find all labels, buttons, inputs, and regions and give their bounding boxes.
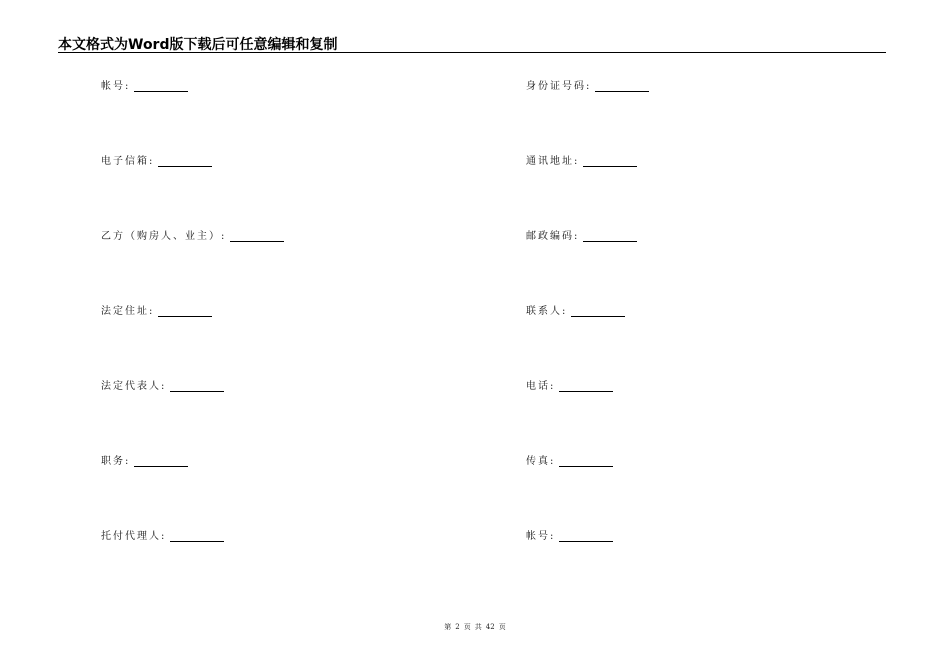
- fill-in-blank[interactable]: [595, 80, 649, 92]
- field-contact-person: [526, 303, 625, 317]
- fill-in-blank[interactable]: [583, 230, 637, 242]
- footer-mid2: 共: [474, 623, 482, 631]
- total-pages: 42: [485, 623, 495, 631]
- field-fax: [526, 453, 613, 467]
- field-label: 帐号:: [526, 531, 556, 542]
- field-label: 传真:: [526, 456, 556, 467]
- footer-prefix: 第: [444, 623, 452, 631]
- field-legal-representative: [101, 378, 224, 392]
- fill-in-blank[interactable]: [559, 455, 613, 467]
- fill-in-blank[interactable]: [158, 305, 212, 317]
- field-label: 通讯地址:: [526, 156, 580, 167]
- field-account-2: [526, 528, 613, 542]
- field-postal-code: [526, 228, 637, 242]
- fill-in-blank[interactable]: [230, 230, 284, 242]
- fill-in-blank[interactable]: [134, 80, 188, 92]
- field-label: 身份证号码:: [526, 81, 592, 92]
- fill-in-blank[interactable]: [134, 455, 188, 467]
- field-position: [101, 453, 188, 467]
- field-label: 电话:: [526, 381, 556, 392]
- fill-in-blank[interactable]: [559, 380, 613, 392]
- current-page: 2: [455, 623, 460, 631]
- field-legal-address: [101, 303, 212, 317]
- field-label: 帐号:: [101, 81, 131, 92]
- fill-in-blank[interactable]: [571, 305, 625, 317]
- fill-in-blank[interactable]: [583, 155, 637, 167]
- fill-in-blank[interactable]: [559, 530, 613, 542]
- fill-in-blank[interactable]: [170, 380, 224, 392]
- field-label: 乙方（购房人、业主）:: [101, 231, 227, 242]
- page-header-title: 本文格式为Word版下载后可任意编辑和复制: [58, 37, 338, 53]
- field-id-number: [526, 78, 649, 92]
- field-label: 联系人:: [526, 306, 568, 317]
- field-party-b: [101, 228, 284, 242]
- page-number-footer: [0, 622, 950, 632]
- field-label: 邮政编码:: [526, 231, 580, 242]
- field-label: 职务:: [101, 456, 131, 467]
- field-entrusted-agent: [101, 528, 224, 542]
- field-label: 电子信箱:: [101, 156, 155, 167]
- footer-mid1: 页: [463, 623, 471, 631]
- field-label: 法定代表人:: [101, 381, 167, 392]
- field-label: 法定住址:: [101, 306, 155, 317]
- field-mailing-address: [526, 153, 637, 167]
- field-account: [101, 78, 188, 92]
- field-phone: [526, 378, 613, 392]
- fill-in-blank[interactable]: [158, 155, 212, 167]
- field-label: 托付代理人:: [101, 531, 167, 542]
- header-divider: [58, 52, 886, 53]
- fill-in-blank[interactable]: [170, 530, 224, 542]
- field-email: [101, 153, 212, 167]
- footer-suffix: 页: [498, 623, 506, 631]
